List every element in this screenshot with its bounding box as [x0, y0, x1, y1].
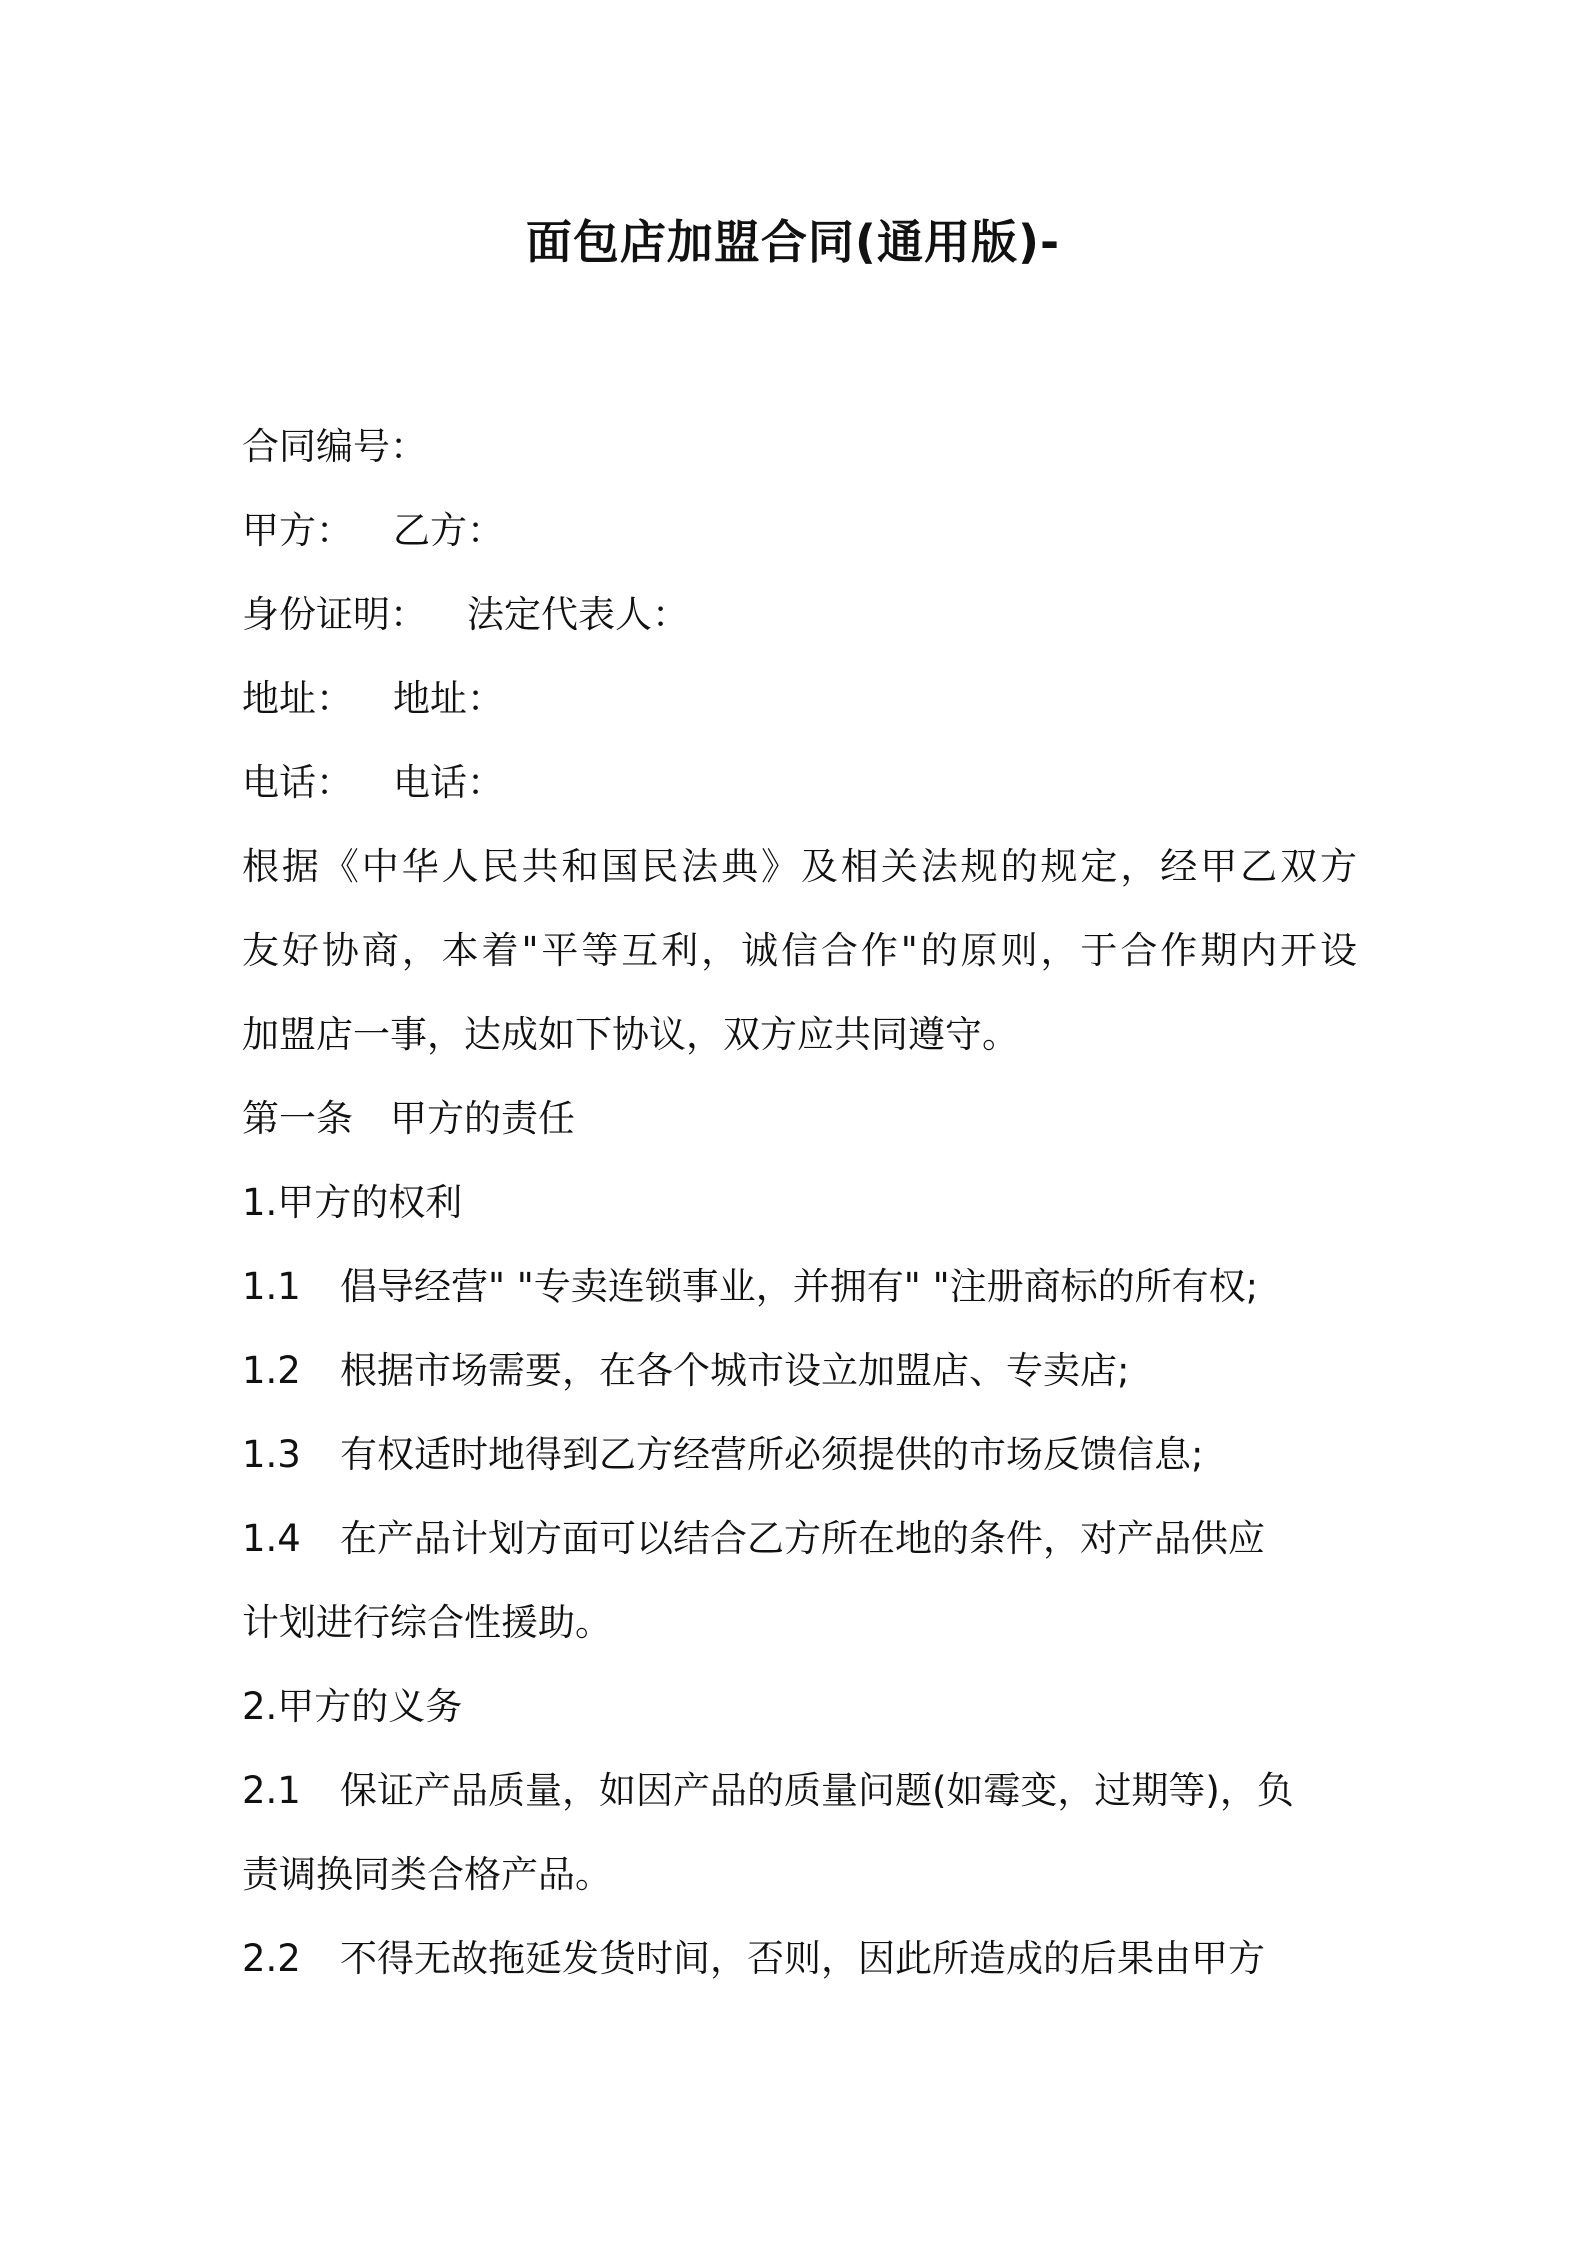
clause-text: 根据市场需要，在各个城市设立加盟店、专卖店; — [340, 1349, 1130, 1392]
legal-rep-label: 法定代表人： — [467, 593, 689, 636]
clause-text: 在产品计划方面可以结合乙方所在地的条件，对产品供应 — [340, 1517, 1265, 1560]
party-a-label: 甲方： — [242, 509, 353, 552]
clause-text: 倡导经营" "专卖连锁事业，并拥有" "注册商标的所有权; — [340, 1265, 1259, 1308]
clause-number: 1.2 — [242, 1349, 301, 1392]
id-label: 身份证明： — [242, 593, 427, 636]
clause-item — [242, 1245, 1362, 1329]
address-b-label: 地址： — [393, 677, 504, 720]
section-2-heading: 2.甲方的义务 — [242, 1685, 463, 1728]
clause-text: 保证产品质量，如因产品的质量问题(如霉变，过期等)，负 — [340, 1769, 1294, 1812]
clause-continuation: 计划进行综合性援助。 — [242, 1601, 612, 1644]
phone-b-label: 电话： — [393, 761, 504, 804]
clause-text: 有权适时地得到乙方经营所必须提供的市场反馈信息; — [340, 1433, 1204, 1476]
clause-text: 不得无故拖延发货时间，否则，因此所造成的后果由甲方 — [340, 1937, 1265, 1980]
clause-number: 2.1 — [242, 1769, 301, 1812]
clause-number: 1.4 — [242, 1517, 301, 1560]
article-1-heading: 第一条 甲方的责任 — [242, 1097, 575, 1140]
clause-number: 1.1 — [242, 1265, 301, 1308]
clause-item — [242, 1749, 1362, 1833]
party-b-label: 乙方： — [393, 509, 504, 552]
clause-item — [242, 1413, 1362, 1497]
parties-line — [242, 489, 1362, 573]
section-1-heading: 1.甲方的权利 — [242, 1181, 463, 1224]
clause-item — [242, 1497, 1362, 1581]
clause-continuation: 责调换同类合格产品。 — [242, 1853, 612, 1896]
document-title: 面包店加盟合同(通用版)- — [525, 215, 1061, 269]
intro-paragraph-line: 根据《中华人民共和国民法典》及相关法规的规定，经甲乙双方 — [242, 845, 1357, 888]
address-line — [242, 657, 1362, 741]
clause-number: 1.3 — [242, 1433, 301, 1476]
phone-a-label: 电话： — [242, 761, 353, 804]
clause-item — [242, 1329, 1362, 1413]
clause-number: 2.2 — [242, 1937, 301, 1980]
phone-line — [242, 741, 1362, 825]
intro-paragraph-line: 友好协商，本着"平等互利，诚信合作"的原则，于合作期内开设 — [242, 929, 1357, 972]
address-a-label: 地址： — [242, 677, 353, 720]
contract-number-label: 合同编号： — [242, 425, 427, 468]
document-body — [242, 405, 1362, 2001]
identity-line — [242, 573, 1362, 657]
contract-number-line — [242, 405, 1362, 489]
intro-paragraph-line: 加盟店一事，达成如下协议，双方应共同遵守。 — [242, 1013, 1019, 1056]
clause-item — [242, 1917, 1362, 2001]
